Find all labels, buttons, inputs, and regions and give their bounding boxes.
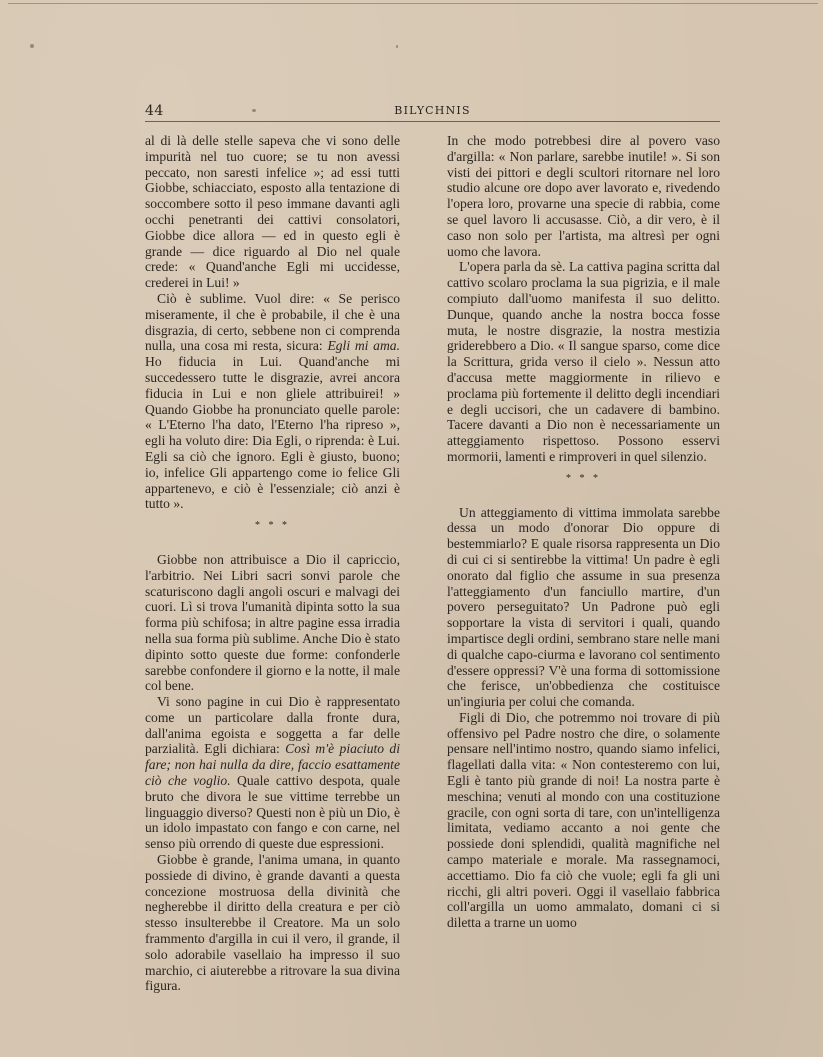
paragraph: In che modo potrebbesi dire al povero vaso d'argilla: « Non parlare, sarebbe inutile! ». Si son visti dei pittori e degli scultori ritornare nel loro studio alcune ore dopo aver lavorato e, rivedendo l'opera loro, provarne una specie di rabbia, come se quel lavoro li accusasse. Ciò, a dir vero, è il caso non solo per l'artista, ma altresì per ogni uomo che lavora. bbox=[447, 133, 720, 259]
paragraph: Ciò è sublime. Vuol dire: « Se perisco miseramente, il che è probabile, il che è una disgrazia, di certo, sebbene non ci comprenda nulla, una cosa mi resta, sicura: Egli mi ama. Ho fiducia in Lui. Quand'anche mi succedessero tutte le disgrazie, avrei ancora fiducia in Lui e non gliele attribuirei! » Quando Giobbe ha pronunciato quelle parole: « L'Eterno l'ha dato, l'Eterno l'ha ripreso », egli ha voluto dire: Dia Egli, o riprenda: è Lui. Egli sa ciò che ignoro. Egli è giusto, buono; io, infelice Gli appartengo come io felice Gli appartenevo, e ciò è l'essenziale; ciò anzi è tutto ». bbox=[145, 290, 400, 512]
section-separator: * * * bbox=[255, 520, 290, 532]
running-title: BILYCHNIS bbox=[394, 104, 471, 117]
paragraph: Un atteggiamento di vittima immolata sarebbe dessa un modo d'onorar Dio oppure di bestemmiarlo? E quale risorsa rappresenta un Dio di cui ci si sentirebbe la vittima! Un padre è egli onorato dal figlio che assume in sua presenza l'atteggiamento d'un fanciullo martire, d'un povero perseguitato? Un Padrone può egli sopportare la vista di servitori i quali, quando impartisce degli ordini, sembrano stare nelle mani di qualche capo-ciurma e lavorano col sentimento d'essere oppressi? V'è una forma di sottomissione che ferisce, un'obbedienza che costituisce un'ingiuria per colui che comanda. bbox=[447, 504, 720, 710]
paragraph: L'opera parla da sè. La cattiva pagina scritta dal cattivo scolaro proclama la sua pigrizia, e il male compiuto dall'uomo manifesta il suo delitto. Dunque, quando anche la nostra bocca fosse muta, le nostre disgrazie, la nostra mestizia griderebbero a Dio. « Il sangue sparso, come dice la Scrittura, grida verso il cielo ». Nessun atto d'accusa mette maggiormente in rilievo e proclama più fortemente il delitto degli incendiari e degli uccisori, che un cadavere di bambino. Tacere davanti a Dio non è necessariamente un atteggiamento rispettoso. Possono esservi mormorii, lamenti e rimproveri in quel silenzio. bbox=[447, 259, 720, 464]
section-separator: * * * bbox=[566, 472, 601, 484]
page-number: 44 bbox=[145, 103, 164, 119]
page-top-edge bbox=[8, 3, 818, 7]
paragraph: Figli di Dio, che potremmo noi trovare di più offensivo pel Padre nostro che dire, o solamente pensare nell'intimo nostro, quando siamo infelici, flagellati dalla vita: « Non contesteremo con lui, Egli è tanto più grande di noi! La nostra parte è meschina; venuti al mondo con una costituzione gracile, con ogni sorta di tare, con un'intelligenza limitata, vediamo accanto a noi gente che possiede doni splendidi, qualità magnifiche nel campo materiale e morale. Ma rassegnamoci, accettiamo. Dio fa ciò che vuole; egli fa gli uni ricchi, gli altri poveri. Oggi il vasellaio fabbrica coll'argilla un uomo ammalato, domani ci si diletta a trarne un uomo bbox=[447, 709, 720, 931]
paper-speck bbox=[396, 45, 398, 48]
paragraph: Vi sono pagine in cui Dio è rappresentato come un particolare dalla fronte dura, dall'anima egoista e soggetta a far delle parzialità. Egli dichiara: Così m'è piaciuto di fare; non hai nulla da dire, faccio esattamente ciò che voglio. Quale cattivo despota, quale bruto che divora le sue vittime terrebbe un linguaggio diverso? Questi non è più un Dio, è un idolo impastato con fango e con carne, nel senso più orrendo di queste due espressioni. bbox=[145, 694, 400, 852]
page-header bbox=[145, 103, 720, 122]
paragraph: Giobbe è grande, l'anima umana, in quanto possiede di divino, è grande davanti a questa concezione mostruosa della divinità che negherebbe il diritto della creatura e per ciò stesso insulterebbe il Creatore. Ma un solo frammento d'argilla in cui il vero, il grande, il solo adorabile vasellaio ha impresso il suo marchio, ci aiuterebbe a ritrovare la sua divina figura. bbox=[145, 852, 400, 994]
paragraph: Giobbe non attribuisce a Dio il capriccio, l'arbitrio. Nei Libri sacri sonvi parole che scaturiscono dagli angoli oscuri e malvagi dei cuori. Lì si trova l'umanità dipinta sotto la sua forma più schifosa; in altre pagine essa irradia nella sua forma più sublime. Anche Dio è stato dipinto sotto queste due forme: confonderle sarebbe confondere il giorno e la notte, il male col bene. bbox=[145, 551, 400, 694]
paragraph: al di là delle stelle sapeva che vi sono delle impurità nel tuo cuore; se tu non avessi peccato, non saresti infelice »; ad essi tutti Giobbe, schiacciato, esposto alla tentazione di soccombere sotto il peso immane davanti agli occhi penetranti dei cattivi consolatori, Giobbe dice allora — ed in questo egli è grande — dice riguardo al Dio nel quale crede: « Quand'anche Egli mi uccidesse, crederei in Lui! » bbox=[145, 133, 400, 291]
left-column bbox=[145, 133, 400, 994]
right-column bbox=[447, 133, 720, 931]
paper-speck bbox=[30, 44, 34, 48]
italic-phrase: Così m'è piaciuto di fare; non hai nulla da dire, faccio esattamente ciò che voglio. bbox=[145, 741, 400, 789]
italic-phrase: Egli mi ama. bbox=[327, 338, 400, 354]
